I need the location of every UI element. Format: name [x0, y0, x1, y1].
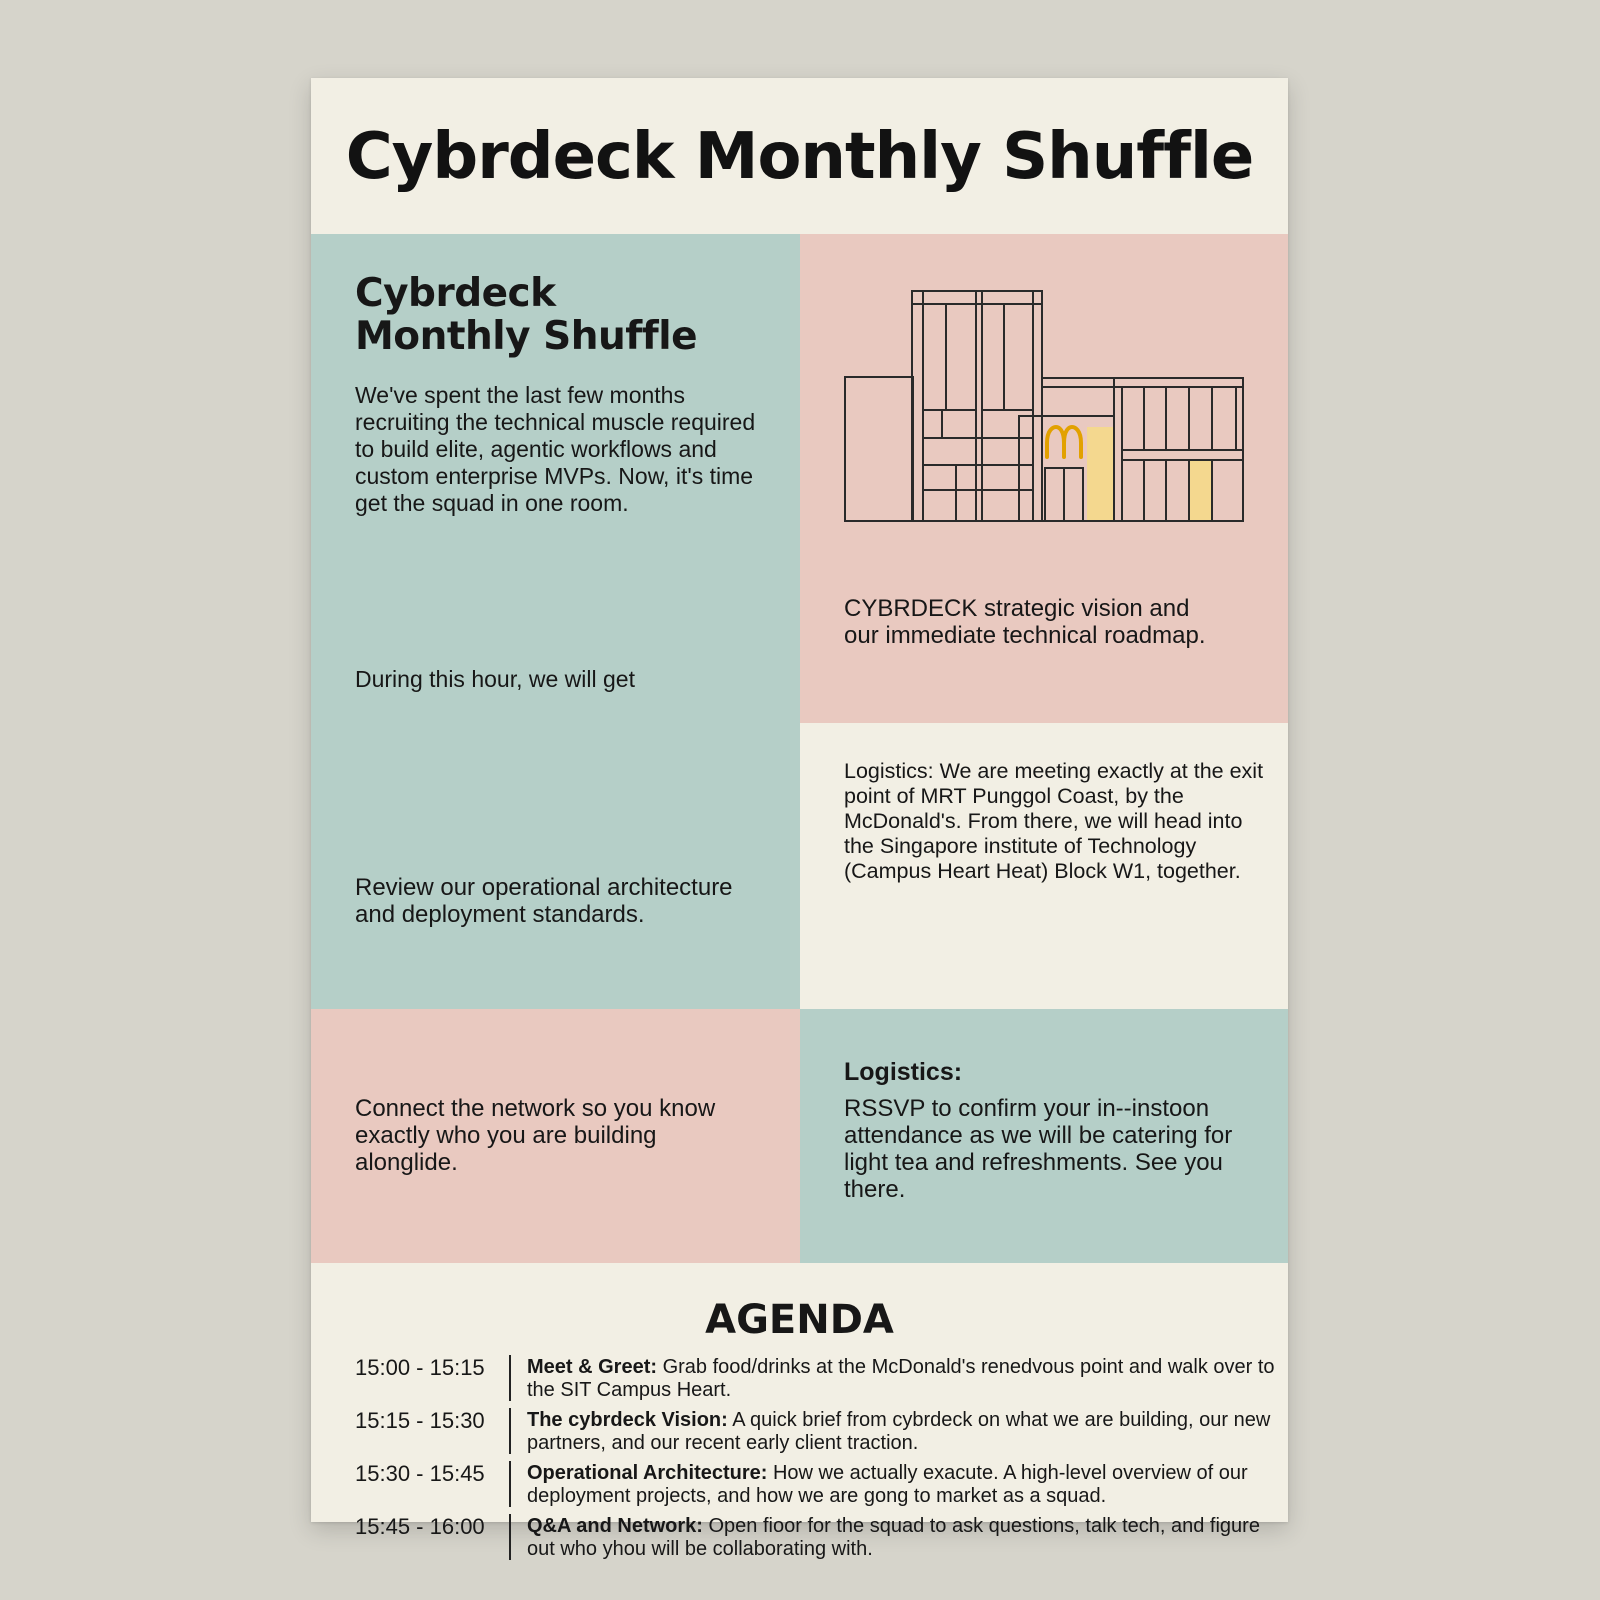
- agenda-description: [527, 1461, 1285, 1508]
- agenda-list: [355, 1355, 1285, 1567]
- intro-body-text: We've spent the last few months recruiting the technical muscle required to build elite, agentic workflows and custom enterprise MVPs. Now, it's time get the squad in one room.: [355, 382, 756, 516]
- window-highlight: [1190, 461, 1211, 520]
- agenda-item-label: The cybrdeck Vision:: [527, 1409, 728, 1431]
- agenda-item: [355, 1355, 1285, 1408]
- logistics-rsvp-title: Logistics:: [844, 1058, 963, 1086]
- agenda-item-text: Grab food/drinks at the McDonald's renedvous point and walk over to the SIT Campus Heart.: [527, 1356, 1275, 1401]
- window-highlight: [1087, 427, 1113, 520]
- agenda-item: [355, 1408, 1285, 1461]
- review-architecture-text: Review our operational architecture and deployment standards.: [355, 874, 733, 928]
- agenda-divider: [509, 1461, 511, 1507]
- logistics-meeting-panel: [800, 723, 1288, 1009]
- logistics-meeting-text: Logistics: We are meeting exactly at the exit point of MRT Punggol Coast, by the McDonald's. From there, we will head into the Singapore institute of Technology (Campus Heart Heat) Block W1, together.: [844, 759, 1264, 883]
- agenda-time: 15:30 - 15:45: [355, 1461, 485, 1486]
- agenda-item-text: Open fioor for the squad to ask questions, talk tech, and figure out who yhou will be collaborating with.: [527, 1515, 1260, 1560]
- agenda-item-text: A quick brief from cybrdeck on what we are building, our new partners, and our recent early client traction.: [527, 1409, 1271, 1454]
- event-poster: [311, 78, 1288, 1560]
- agenda-title: AGENDA: [705, 1297, 894, 1343]
- vision-text: CYBRDECK strategic vision and our immediate technical roadmap.: [844, 595, 1206, 649]
- poster-title: Cybrdeck Monthly Shuffle: [345, 120, 1254, 194]
- agenda-time: 15:00 - 15:15: [355, 1355, 485, 1380]
- agenda-description: [527, 1355, 1285, 1402]
- mcdonalds-building-illustration: [844, 290, 1244, 522]
- agenda-divider: [509, 1355, 511, 1401]
- agenda-time: 15:45 - 16:00: [355, 1514, 485, 1539]
- agenda-item: [355, 1514, 1285, 1567]
- agenda-item-label: Meet & Greet:: [527, 1356, 658, 1378]
- logistics-rsvp-text: RSSVP to confirm your in--instoon attendance as we will be catering for light tea and refreshments. See you there.: [844, 1095, 1233, 1203]
- connect-panel: [311, 1009, 800, 1263]
- agenda-description: [527, 1514, 1285, 1561]
- building-left-wing: [845, 377, 913, 521]
- connect-network-text: Connect the network so you know exactly who you are building alonglide.: [355, 1095, 716, 1176]
- agenda-divider: [509, 1514, 511, 1560]
- agenda-item-label: Q&A and Network:: [527, 1515, 703, 1537]
- logistics-rsvp-panel: [800, 1009, 1288, 1263]
- agenda-item: [355, 1461, 1285, 1514]
- intro-panel: [311, 234, 800, 1009]
- golden-arches-logo: [1047, 427, 1081, 457]
- agenda-time: 15:15 - 15:30: [355, 1408, 485, 1433]
- intro-title: Cybrdeck Monthly Shuffle: [355, 271, 698, 359]
- agenda-divider: [509, 1408, 511, 1454]
- agenda-item-text: How we actually exacute. A high-level overview of our deployment projects, and how we are gong to market as a squad.: [527, 1462, 1248, 1507]
- illustration-panel: [800, 234, 1288, 723]
- agenda-description: [527, 1408, 1285, 1455]
- agenda-item-label: Operational Architecture:: [527, 1462, 768, 1484]
- agenda-section: [311, 1263, 1288, 1560]
- during-this-hour-text: During this hour, we will get: [355, 666, 635, 692]
